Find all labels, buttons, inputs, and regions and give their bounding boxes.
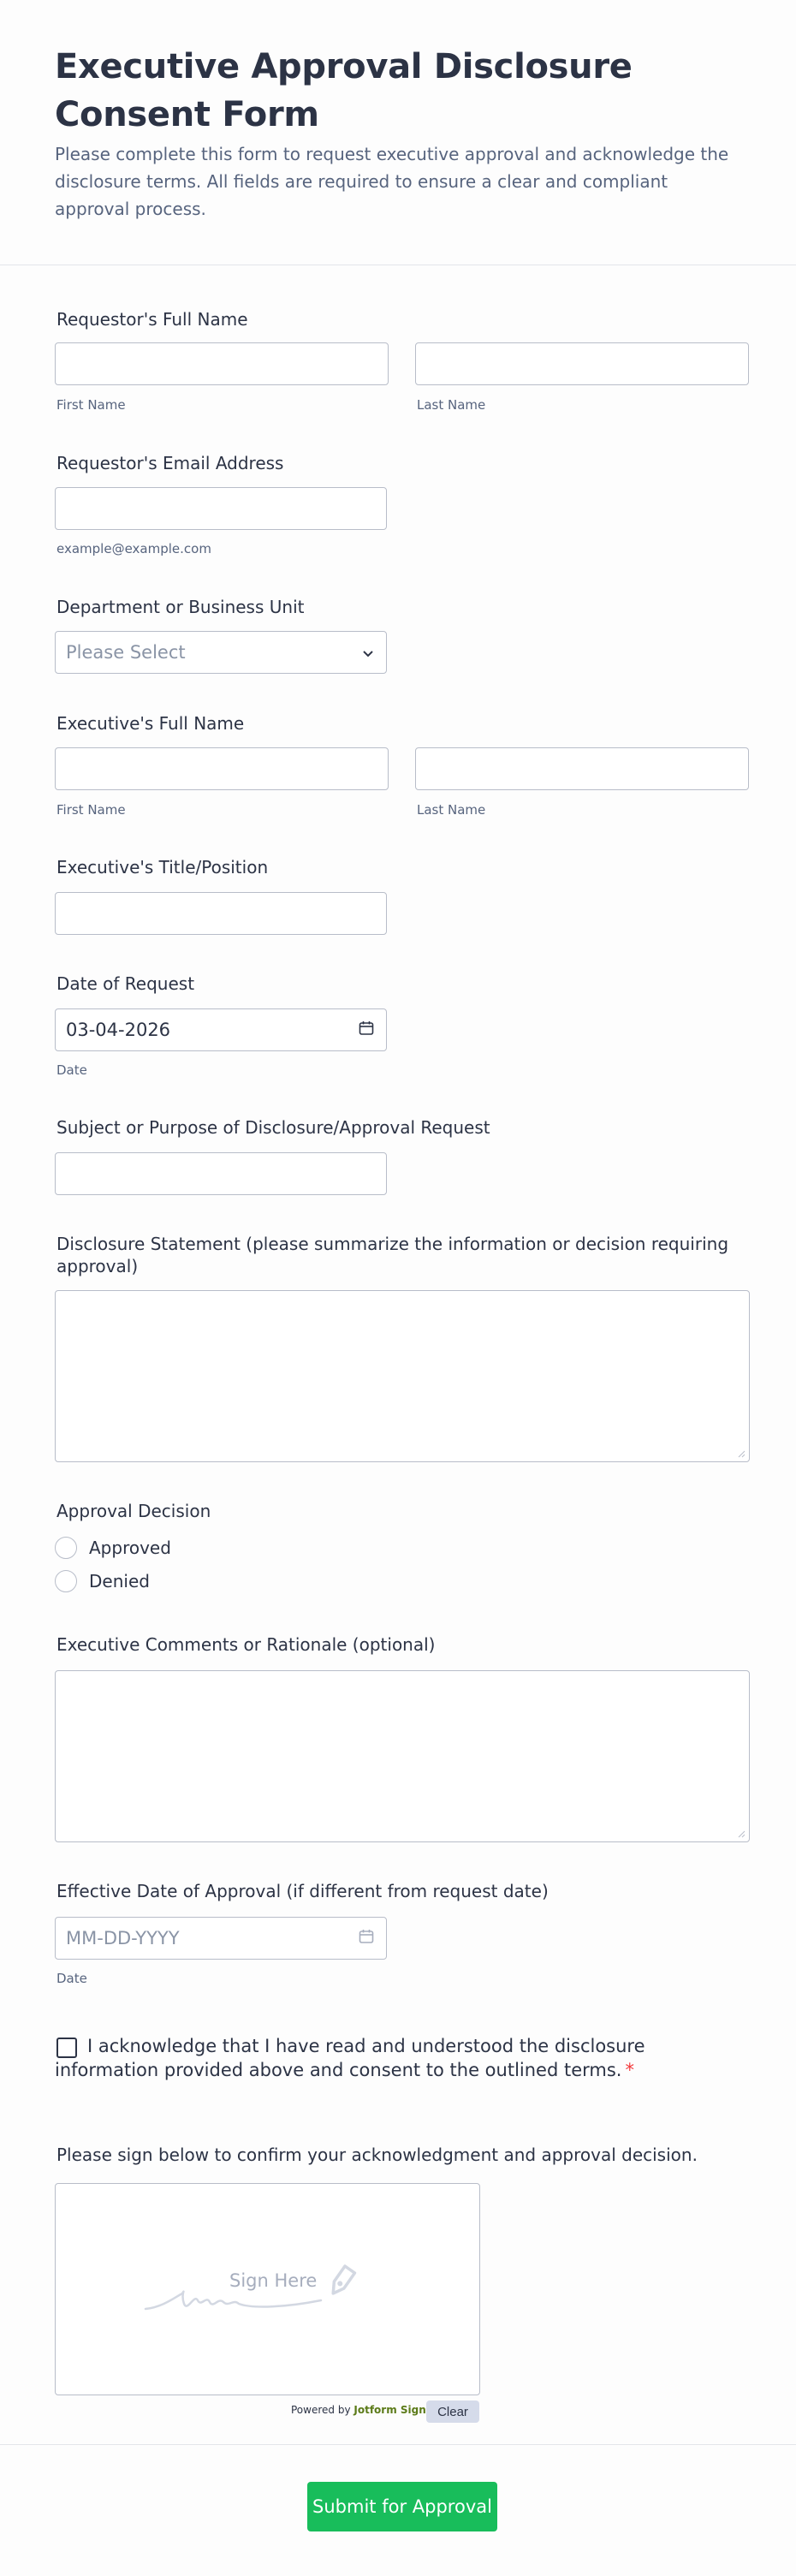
resize-handle-icon[interactable] bbox=[737, 1829, 746, 1838]
form-description: Please complete this form to request executive approval and acknowledge the disclosure terms. All fields are required to ensure a clear and compliant approval process. bbox=[55, 144, 729, 219]
comments-textarea[interactable] bbox=[55, 1670, 750, 1842]
exec-first-name-input[interactable] bbox=[55, 747, 389, 790]
requestor-last-name-input[interactable] bbox=[415, 342, 749, 385]
exec-first-name-sublabel: First Name bbox=[56, 802, 126, 818]
signature-label: Please sign below to confirm your acknowledgment and approval decision. bbox=[56, 2145, 698, 2165]
department-placeholder: Please Select bbox=[66, 642, 186, 663]
powered-by bbox=[291, 2404, 426, 2416]
exec-title-label: Executive's Title/Position bbox=[56, 857, 269, 878]
date-request-value: 03-04-2026 bbox=[66, 1020, 171, 1040]
powered-brand: Jotform Sign bbox=[353, 2404, 426, 2416]
requestor-name-label: Requestor's Full Name bbox=[56, 309, 248, 330]
requestor-first-name-sublabel: First Name bbox=[56, 397, 126, 413]
requestor-email-input[interactable] bbox=[55, 487, 387, 530]
required-asterisk: * bbox=[625, 2060, 634, 2080]
date-request-input[interactable] bbox=[55, 1008, 387, 1051]
subject-label: Subject or Purpose of Disclosure/Approval Request bbox=[56, 1117, 490, 1138]
subject-input[interactable] bbox=[55, 1152, 387, 1195]
radio-option-approved[interactable] bbox=[55, 1537, 171, 1559]
requestor-last-name-sublabel: Last Name bbox=[417, 397, 486, 413]
form-title: Executive Approval Disclosure Consent Form bbox=[55, 47, 633, 134]
effective-date-placeholder: MM-DD-YYYY bbox=[66, 1928, 180, 1948]
exec-last-name-sublabel: Last Name bbox=[417, 802, 486, 818]
radio-option-denied[interactable] bbox=[55, 1570, 150, 1592]
disclosure-textarea[interactable] bbox=[55, 1290, 750, 1462]
calendar-icon[interactable] bbox=[359, 1020, 374, 1040]
requestor-first-name-input[interactable] bbox=[55, 342, 389, 385]
chevron-down-icon bbox=[362, 642, 374, 663]
powered-prefix: Powered by bbox=[291, 2404, 351, 2416]
exec-name-label: Executive's Full Name bbox=[56, 713, 245, 734]
signature-pad[interactable] bbox=[55, 2183, 480, 2395]
effective-date-label: Effective Date of Approval (if different from request date) bbox=[56, 1881, 549, 1901]
date-request-sublabel: Date bbox=[56, 1062, 87, 1078]
requestor-email-sublabel: example@example.com bbox=[56, 541, 211, 556]
form-header bbox=[55, 43, 741, 223]
footer-divider bbox=[0, 2444, 796, 2445]
exec-last-name-input[interactable] bbox=[415, 747, 749, 790]
effective-date-input[interactable] bbox=[55, 1917, 387, 1960]
requestor-email-label: Requestor's Email Address bbox=[56, 453, 284, 473]
radio-circle[interactable] bbox=[55, 1537, 77, 1559]
disclosure-label: Disclosure Statement (please summarize the information or decision requiring approval) bbox=[56, 1234, 729, 1276]
clear-signature-button[interactable]: Clear bbox=[426, 2400, 479, 2423]
department-label: Department or Business Unit bbox=[56, 597, 305, 617]
signature-placeholder: Sign Here bbox=[229, 2270, 318, 2291]
effective-date-sublabel: Date bbox=[56, 1971, 87, 1986]
resize-handle-icon[interactable] bbox=[737, 1449, 746, 1458]
comments-label: Executive Comments or Rationale (optional) bbox=[56, 1634, 436, 1655]
department-select[interactable] bbox=[55, 631, 387, 674]
acknowledge-label: I acknowledge that I have read and understood the disclosure information provided above and consent to the outlined terms. bbox=[55, 2036, 645, 2080]
calendar-icon[interactable] bbox=[359, 1928, 374, 1948]
radio-label: Approved bbox=[89, 1538, 171, 1558]
radio-circle[interactable] bbox=[55, 1570, 77, 1592]
submit-button[interactable]: Submit for Approval bbox=[307, 2482, 497, 2531]
acknowledge-text bbox=[55, 2034, 654, 2082]
exec-title-input[interactable] bbox=[55, 892, 387, 935]
date-request-label: Date of Request bbox=[56, 973, 195, 994]
decision-label: Approval Decision bbox=[56, 1501, 211, 1521]
radio-label: Denied bbox=[89, 1571, 150, 1591]
